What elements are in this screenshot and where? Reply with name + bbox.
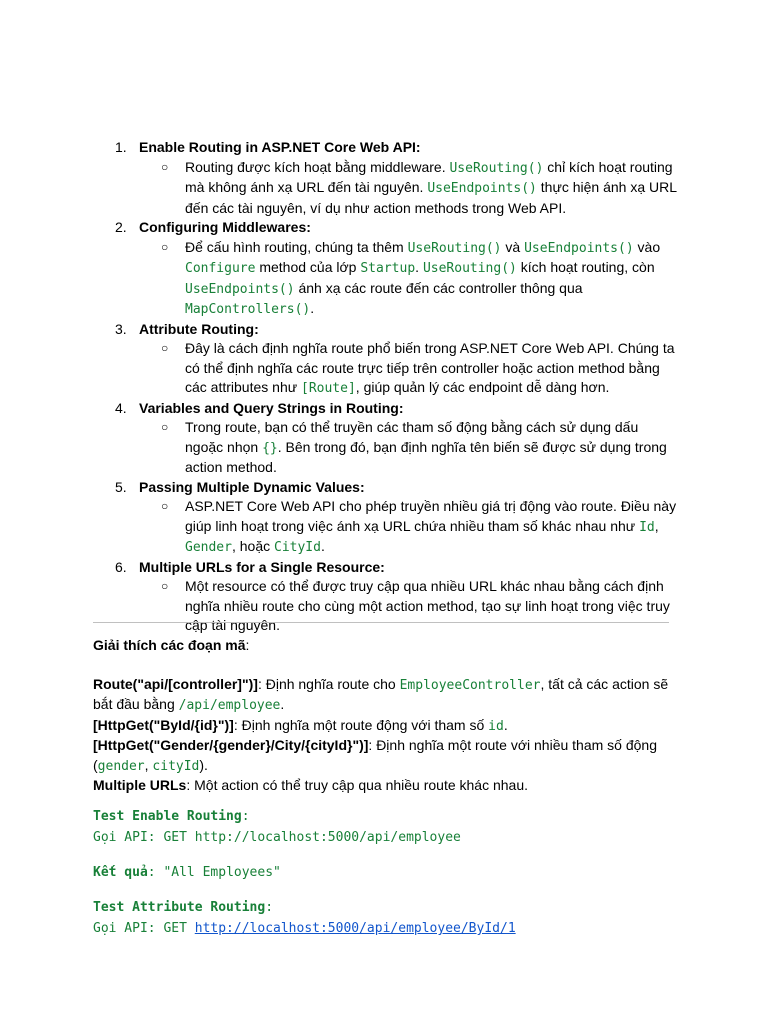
text: , giúp quản lý các endpoint dễ dàng hơn. bbox=[355, 379, 610, 395]
text: , bbox=[654, 517, 659, 534]
test-enable-routing-title bbox=[93, 806, 693, 827]
label: Test Enable Routing bbox=[93, 809, 242, 824]
bullet-icon: ○ bbox=[161, 341, 169, 355]
text: : Một action có thể truy cập qua nhiều route khác nhau. bbox=[186, 777, 529, 793]
code-span: gender bbox=[97, 758, 145, 774]
text: ). bbox=[199, 756, 208, 773]
code-span: Startup bbox=[360, 261, 416, 276]
text: . bbox=[415, 259, 423, 275]
text: : bbox=[245, 637, 250, 653]
heading-text: Giải thích các đoạn mã bbox=[93, 637, 246, 653]
topics-list bbox=[93, 138, 693, 636]
code-span: Configure bbox=[185, 261, 256, 276]
text: Để cấu hình routing, chúng ta thêm bbox=[185, 238, 408, 255]
label: [HttpGet("ById/{id}")] bbox=[93, 716, 234, 733]
label: Multiple URLs bbox=[93, 777, 187, 793]
list-number: 5. bbox=[115, 478, 127, 495]
text: Gọi API: GET bbox=[93, 921, 195, 936]
code-span: CityId bbox=[274, 540, 321, 555]
code-span: Gender bbox=[185, 540, 232, 555]
text: Một resource có thể được truy cập qua nhiều URL khác nhau bằng cách định nghĩa nhiều route cho cùng một action method, tạo sự linh hoạt trong việc truy cập tài nguyên. bbox=[185, 578, 670, 633]
sub-item bbox=[139, 238, 679, 320]
sub-item bbox=[139, 158, 679, 219]
list-item bbox=[93, 399, 693, 478]
text: : bbox=[241, 809, 250, 824]
text: và bbox=[501, 238, 525, 255]
api-link[interactable]: http://localhost:5000/api/employee/ById/1 bbox=[194, 921, 516, 936]
list-number: 6. bbox=[115, 558, 127, 575]
divider bbox=[93, 622, 669, 623]
code-span: [Route] bbox=[301, 381, 356, 396]
text: vào bbox=[633, 238, 661, 255]
code-span: UseRouting() bbox=[449, 160, 544, 176]
explanation-route bbox=[93, 675, 677, 716]
code-span: UseEndpoints() bbox=[427, 181, 537, 196]
text: : Định nghĩa một route động với tham số bbox=[233, 716, 489, 733]
explanation-gender bbox=[93, 736, 677, 776]
list-number: 3. bbox=[115, 320, 127, 337]
text: , bbox=[144, 756, 153, 773]
list-number: 1. bbox=[115, 139, 127, 155]
test-enable-routing-call: Gọi API: GET http://localhost:5000/api/employee bbox=[93, 830, 461, 845]
text: , hoặc bbox=[231, 538, 274, 554]
test-result bbox=[93, 862, 693, 883]
text: : "All Employees" bbox=[147, 865, 281, 880]
text: kích hoạt routing, còn bbox=[516, 259, 655, 275]
list-item bbox=[93, 478, 693, 558]
bullet-icon: ○ bbox=[161, 499, 169, 513]
explanation-multiple bbox=[93, 776, 677, 796]
text: chỉ kích hoạt routing mà không ánh xạ URL đến tài nguyên. bbox=[185, 158, 673, 195]
text: . bbox=[310, 300, 315, 316]
sub-item bbox=[139, 497, 679, 558]
code-explanation bbox=[93, 636, 677, 796]
code-span: Id bbox=[639, 519, 655, 535]
text: Routing được kích hoạt bằng middleware. bbox=[185, 158, 450, 175]
code-span: UseEndpoints() bbox=[185, 281, 295, 297]
code-span: /api/employee bbox=[178, 698, 281, 713]
list-item bbox=[93, 218, 693, 320]
list-number: 2. bbox=[115, 219, 127, 235]
list-item bbox=[93, 320, 693, 399]
section-title: Configuring Middlewares: bbox=[139, 219, 311, 235]
label: [HttpGet("Gender/{gender}/City/{cityId}")] bbox=[93, 737, 369, 753]
label: Test Attribute Routing bbox=[93, 900, 266, 915]
section-title: Multiple URLs for a Single Resource: bbox=[139, 558, 385, 575]
label: Kết quả bbox=[93, 865, 148, 880]
code-span: EmployeeController bbox=[399, 677, 541, 693]
bullet-icon: ○ bbox=[161, 239, 169, 254]
test-block bbox=[93, 806, 693, 939]
test-attribute-routing-title bbox=[93, 897, 693, 918]
text: method của lớp bbox=[255, 259, 361, 275]
list-number: 4. bbox=[115, 399, 127, 416]
text: ánh xạ các route đến các controller thông qua bbox=[294, 279, 583, 296]
bullet-icon: ○ bbox=[161, 579, 169, 593]
section-title: Variables and Query Strings in Routing: bbox=[139, 399, 404, 416]
section-title: Passing Multiple Dynamic Values: bbox=[139, 478, 365, 495]
bullet-icon: ○ bbox=[161, 420, 169, 434]
code-span: cityId bbox=[152, 758, 200, 774]
sub-item bbox=[139, 418, 679, 478]
text: : Định nghĩa route cho bbox=[257, 675, 400, 692]
code-span: MapControllers() bbox=[185, 302, 311, 317]
code-span: id bbox=[488, 718, 504, 734]
text: thực hiện ánh xạ URL đến các tài nguyên, ví dụ như action methods trong Web API. bbox=[185, 179, 677, 216]
text: Trong route, bạn có thể truyền các tham số động bằng cách sử dụng dấu ngoặc nhọn bbox=[185, 419, 639, 455]
text: . bbox=[503, 716, 508, 733]
explanation-byid bbox=[93, 716, 677, 737]
label: Route("api/[controller]")] bbox=[93, 675, 258, 692]
text: . Bên trong đó, bạn định nghĩa tên biến sẽ được sử dụng trong action method. bbox=[185, 438, 667, 475]
test-attribute-routing-call bbox=[93, 918, 693, 939]
sub-item bbox=[139, 577, 679, 636]
text: : Định nghĩa một route với nhiều tham số động ( bbox=[93, 737, 657, 773]
text: ASP.NET Core Web API cho phép truyền nhiều giá trị động vào route. Điều này giúp linh hoạt trong việc ánh xạ URL chứa nhiều tham số khác nhau như bbox=[185, 498, 677, 534]
text: : bbox=[265, 900, 274, 915]
code-span: UseEndpoints() bbox=[524, 240, 634, 256]
code-span: UseRouting() bbox=[422, 261, 517, 276]
text: . bbox=[280, 696, 285, 712]
list-item bbox=[93, 558, 693, 636]
explanation-heading bbox=[93, 636, 677, 656]
code-span: UseRouting() bbox=[407, 240, 502, 256]
text: , tất cả các action sẽ bắt đầu bằng bbox=[93, 675, 669, 712]
list-item bbox=[93, 138, 693, 218]
section-title: Enable Routing in ASP.NET Core Web API: bbox=[139, 139, 421, 155]
sub-item bbox=[139, 339, 679, 399]
section-title: Attribute Routing: bbox=[139, 320, 259, 337]
text: Đây là cách định nghĩa route phổ biến trong ASP.NET Core Web API. Chúng ta có thể định nghĩa các route trực tiếp trên controller hoặc action method bằng các attributes như bbox=[185, 340, 675, 395]
bullet-icon: ○ bbox=[161, 159, 169, 174]
text: . bbox=[320, 538, 325, 554]
code-span: {} bbox=[262, 440, 278, 456]
